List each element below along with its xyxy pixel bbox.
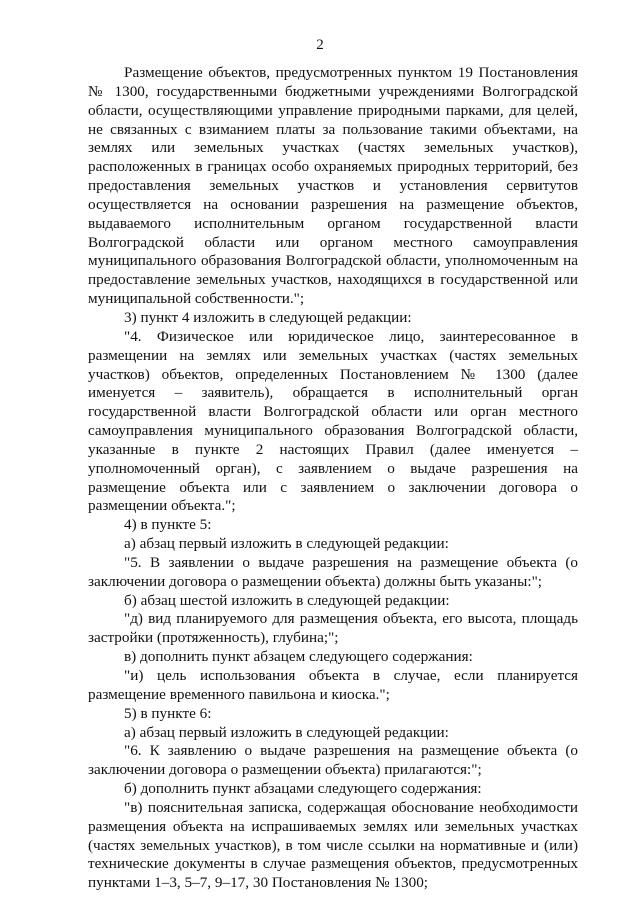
paragraph-item-4a: а) абзац первый изложить в следующей редакции: (124, 535, 449, 553)
paragraph-item-4v: в) дополнить пункт абзацем следующего содержания: (124, 648, 473, 666)
page-number: 2 (316, 37, 324, 53)
paragraph-subpoint-v: "в) пояснительная записка, содержащая обоснование необходимости размещения объекта на испрашиваемых землях или земельных участках (частях земельных участков), в том числе ссылки на нормативные и (или) технические документы в случае размещения объектов, предусмотренных пунктами 1–3, 5–7, 9–17, 30 Постановления № 1300; (88, 798, 578, 892)
paragraph-item-5b: б) дополнить пункт абзацами следующего содержания: (124, 780, 482, 798)
paragraph-item-3: 3) пункт 4 изложить в следующей редакции: (124, 308, 412, 326)
paragraph-point-6-text: "6. К заявлению о выдаче разрешения на размещение объекта (о заключении договора о размещении объекта) прилагаются:"; (88, 742, 578, 779)
paragraph-item-5: 5) в пункте 6: (124, 704, 212, 722)
paragraph-subpoint-i: "и) цель использования объекта в случае, если планируется размещение временного павильона и киоска."; (88, 667, 578, 703)
paragraph-placement-objects: Размещение объектов, предусмотренных пунктом 19 Постановления № 1300, государственными бюджетными учреждениями Волгоградской области, осуществляющими управление природными парками, для целей, не связанных с взиманием платы за пользование такими объектами, на землях или земельных участках (частях земельных участков), расположенных в границах особо охраняемых природных территорий, без предоставления земельных участков и установления сервитутов осуществляется на основании разрешения на размещение объектов, выдаваемого исполнительным органом государственной власти Волгоградской области или органом местного самоуправления муниципального образования Волгоградской области, уполномоченным на предоставление земельных участков, находящихся в государственной или муниципальной собственности."; (88, 64, 578, 308)
paragraph-item-4b: б) абзац шестой изложить в следующей редакции: (124, 591, 450, 609)
paragraph-subpoint-d: "д) вид планируемого для размещения объекта, его высота, площадь застройки (протяженность), глубина;"; (88, 610, 578, 647)
paragraph-item-4: 4) в пункте 5: (124, 516, 212, 534)
document-body (88, 64, 578, 893)
paragraph-point-5-text: "5. В заявлении о выдаче разрешения на размещение объекта (о заключении договора о размещении объекта) должны быть указаны:"; (88, 553, 578, 590)
paragraph-point-4-text: "4. Физическое или юридическое лицо, заинтересованное в размещении на землях или земельных участках (частях земельных участков) объектов, определенных Постановлением № 1300 (далее именуется – заявитель), обращается в исполнительный орган государственной власти Волгоградской области или орган местного самоуправления муниципального образования Волгоградской области, указанные в пункте 2 настоящих Правил (далее именуется – уполномоченный орган), с заявлением о выдаче разрешения на размещение объекта или с заявлением о заключении договора о размещении объекта."; (88, 327, 578, 515)
paragraph-item-5a: а) абзац первый изложить в следующей редакции: (124, 723, 449, 741)
